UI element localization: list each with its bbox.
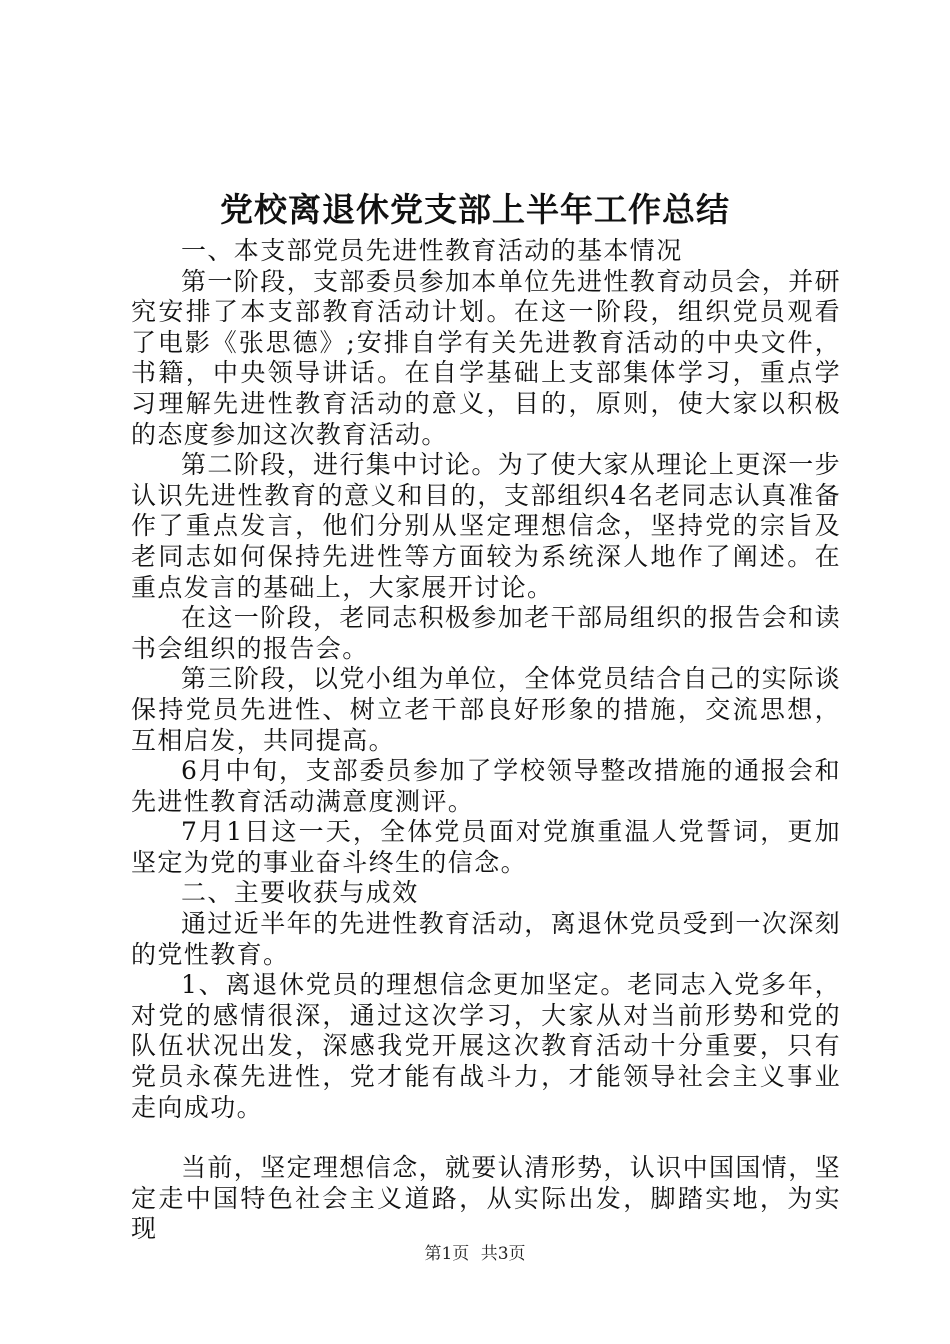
paragraph-reports: 在这一阶段，老同志积极参加老干部局组织的报告会和读书会组织的报告会。: [131, 603, 842, 663]
paragraph-current: 当前，坚定理想信念，就要认清形势，认识中国国情，坚定走中国特色社会主义道路，从实际出发，脚踏实地，为实现: [131, 1153, 842, 1244]
page-total: 共3页: [480, 1244, 526, 1264]
paragraph-july: 7月1日这一天，全体党员面对党旗重温人党誓词，更加坚定为党的事业奋斗终生的信念。: [131, 817, 841, 877]
paragraph-june: 6月中旬，支部委员参加了学校领导整改措施的通报会和先进性教育活动满意度测评。: [131, 756, 841, 816]
paragraph-stage-three: 第三阶段，以党小组为单位，全体党员结合自己的实际谈保持党员先进性、树立老干部良好形象的措施，交流思想，互相启发，共同提高。: [131, 664, 842, 755]
paragraph-stage-two: 第二阶段，进行集中讨论。为了使大家从理论上更深一步认识先进性教育的意义和目的，支部组织4名老同志认真准备作了重点发言，他们分别从坚定理想信念，坚持党的宗旨及老同志如何保持先进性等方面较为系统深人地作了阐述。在重点发言的基础上，大家展开讨论。: [131, 450, 842, 602]
document-body: [131, 236, 841, 1245]
section-heading-1: 一、本支部党员先进性教育活动的基本情况: [181, 236, 683, 265]
page-number: 第1页: [424, 1244, 470, 1264]
page-footer: [0, 1242, 950, 1266]
section-heading-2: 二、主要收获与成效: [181, 878, 419, 908]
paragraph-point-one: 1、离退休党员的理想信念更加坚定。老同志入党多年，对党的感情很深，通过这次学习，大家从对当前形势和党的队伍状况出发，深感我党开展这次教育活动十分重要，只有党员永葆先进性，党才能有战斗力，才能领导社会主义事业走向成功。: [131, 970, 841, 1122]
paragraph-summary: 通过近半年的先进性教育活动，离退休党员受到一次深刻的党性教育。: [131, 909, 842, 969]
paragraph-stage-one: 第一阶段，支部委员参加本单位先进性教育动员会，并研究安排了本支部教育活动计划。在这一阶段，组织党员观看了电影《张思德》;安排自学有关先进教育活动的中央文件，书籍，中央领导讲话。在自学基础上支部集体学习，重点学习理解先进性教育活动的意义，目的，原则，使大家以积极的态度参加这次教育活动。: [131, 266, 842, 449]
document-title: 党校离退休党支部上半年工作总结: [220, 190, 730, 229]
